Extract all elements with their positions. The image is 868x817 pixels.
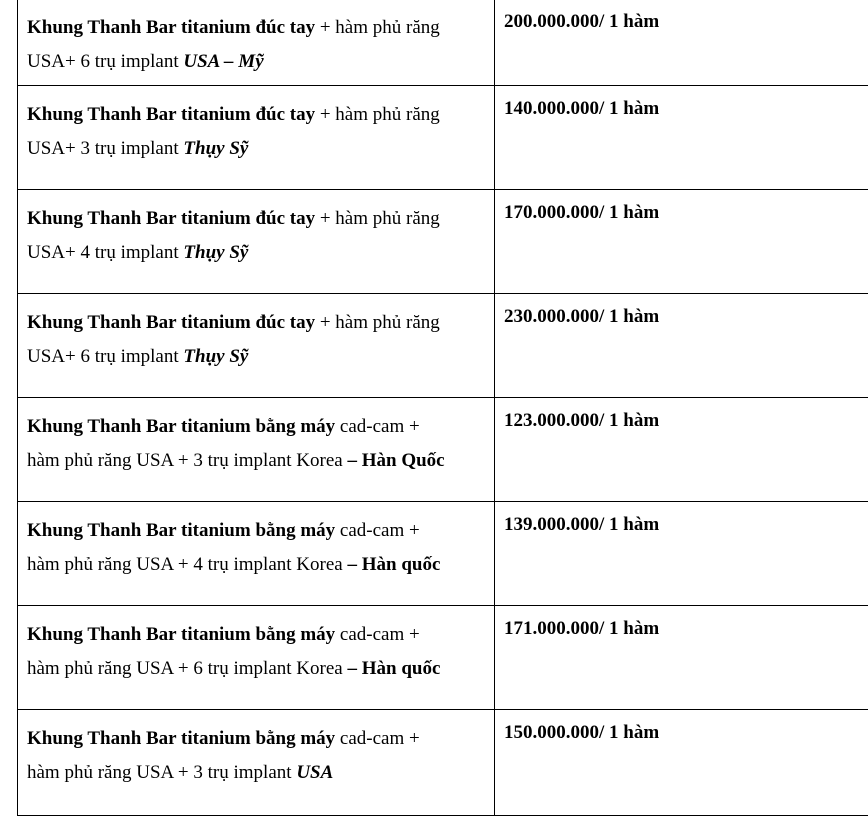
price-cell: 171.000.000/ 1 hàm	[495, 606, 868, 710]
origin-label: – Hàn Quốc	[347, 450, 445, 471]
price-cell: 150.000.000/ 1 hàm	[495, 710, 868, 816]
service-detail-line2	[27, 652, 486, 686]
implant-detail: hàm phủ răng USA + 4 trụ implant Korea	[27, 554, 348, 575]
service-description-cell	[18, 294, 495, 398]
service-name: Khung Thanh Bar titanium đúc tay	[27, 208, 316, 229]
implant-detail: USA+ 4 trụ implant	[27, 242, 184, 263]
service-name: Khung Thanh Bar titanium đúc tay	[27, 17, 316, 38]
service-detail-line2	[27, 444, 486, 478]
service-detail-line2	[27, 236, 486, 270]
origin-label: – Hàn quốc	[347, 658, 441, 679]
service-detail: + hàm phủ răng	[315, 208, 440, 229]
implant-detail: USA+ 6 trụ implant	[27, 51, 184, 72]
price-cell: 140.000.000/ 1 hàm	[495, 86, 868, 190]
service-name: Khung Thanh Bar titanium bằng máy	[27, 416, 336, 437]
table-row	[18, 502, 868, 606]
service-description-cell	[18, 190, 495, 294]
price-cell: 170.000.000/ 1 hàm	[495, 190, 868, 294]
service-description-cell	[18, 0, 495, 86]
origin-label: USA	[296, 762, 334, 783]
service-name: Khung Thanh Bar titanium bằng máy	[27, 624, 336, 645]
price-table	[17, 0, 868, 816]
service-description-cell	[18, 398, 495, 502]
service-name: Khung Thanh Bar titanium đúc tay	[27, 312, 316, 333]
table-row	[18, 606, 868, 710]
service-detail: cad-cam +	[335, 520, 420, 541]
service-detail: + hàm phủ răng	[315, 17, 440, 38]
service-description-cell	[18, 710, 495, 816]
origin-label: Thụy Sỹ	[183, 242, 249, 263]
service-detail: cad-cam +	[335, 624, 420, 645]
implant-detail: USA+ 6 trụ implant	[27, 346, 184, 367]
implant-detail: hàm phủ răng USA + 3 trụ implant Korea	[27, 450, 348, 471]
service-detail-line2	[27, 548, 486, 582]
implant-detail: hàm phủ răng USA + 6 trụ implant Korea	[27, 658, 348, 679]
service-detail-line2	[27, 340, 486, 374]
table-row	[18, 294, 868, 398]
table-row	[18, 398, 868, 502]
origin-label: Thụy Sỹ	[183, 138, 249, 159]
service-description-cell	[18, 606, 495, 710]
implant-detail: USA+ 3 trụ implant	[27, 138, 184, 159]
service-detail-line2	[27, 132, 486, 166]
service-detail-line2	[27, 756, 486, 790]
service-name: Khung Thanh Bar titanium bằng máy	[27, 728, 336, 749]
table-row	[18, 190, 868, 294]
service-detail: + hàm phủ răng	[315, 312, 440, 333]
price-cell: 230.000.000/ 1 hàm	[495, 294, 868, 398]
price-table-body	[18, 0, 868, 816]
service-description-cell	[18, 86, 495, 190]
service-name: Khung Thanh Bar titanium đúc tay	[27, 104, 316, 125]
origin-label: – Hàn quốc	[347, 554, 441, 575]
implant-detail: hàm phủ răng USA + 3 trụ implant	[27, 762, 297, 783]
service-detail: cad-cam +	[335, 728, 420, 749]
origin-label: USA – Mỹ	[183, 51, 264, 72]
price-cell: 123.000.000/ 1 hàm	[495, 398, 868, 502]
service-description-cell	[18, 502, 495, 606]
origin-label: Thụy Sỹ	[183, 346, 249, 367]
table-row	[18, 0, 868, 86]
service-detail-line2	[27, 45, 486, 79]
price-cell: 200.000.000/ 1 hàm	[495, 0, 868, 86]
service-detail: + hàm phủ răng	[315, 104, 440, 125]
table-row	[18, 86, 868, 190]
table-row	[18, 710, 868, 816]
service-name: Khung Thanh Bar titanium bằng máy	[27, 520, 336, 541]
price-cell: 139.000.000/ 1 hàm	[495, 502, 868, 606]
service-detail: cad-cam +	[335, 416, 420, 437]
